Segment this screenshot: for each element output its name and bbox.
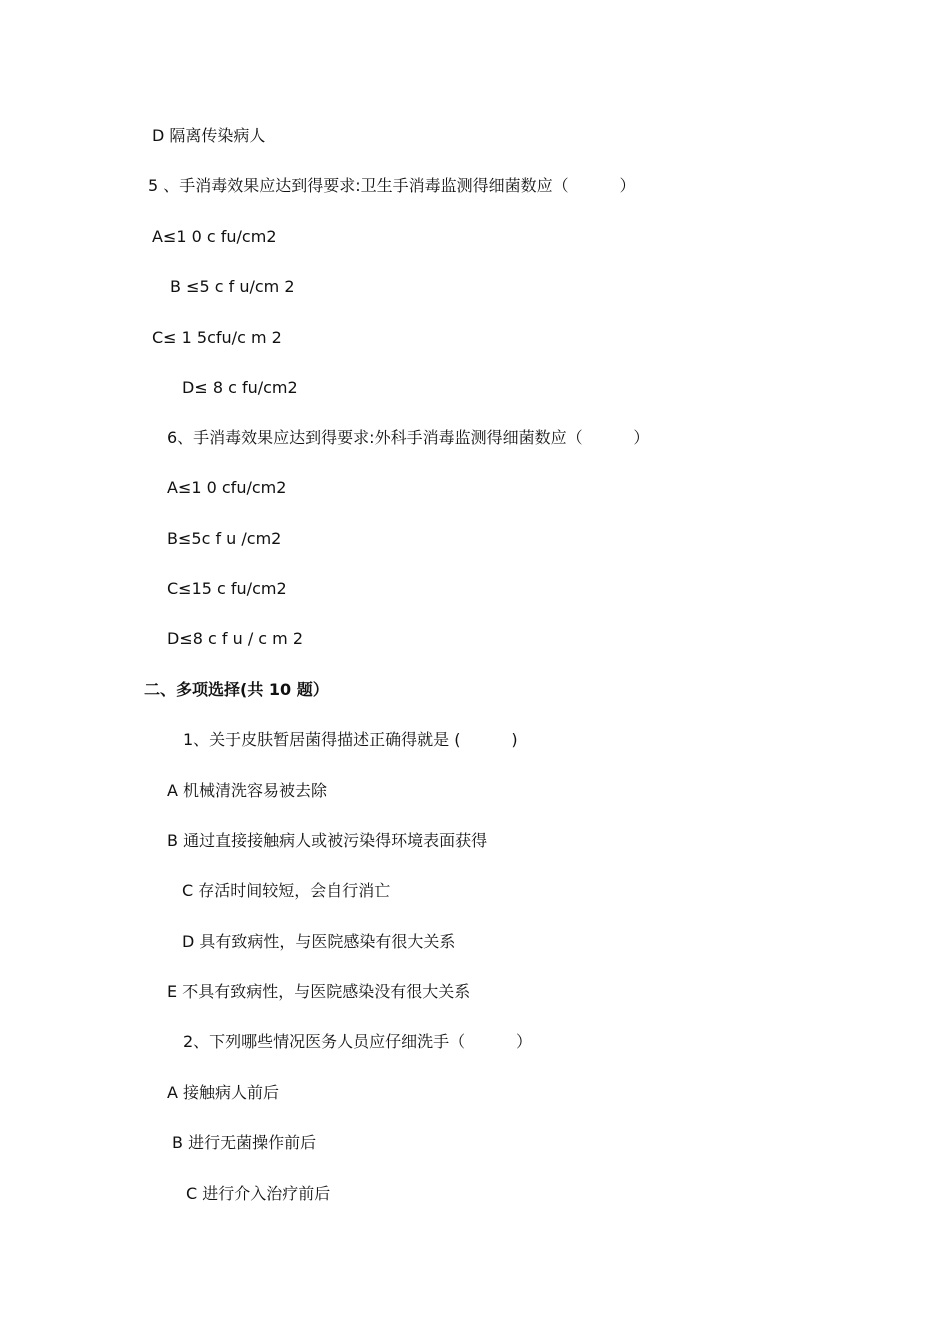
mc2-option-b: B 进行无菌操作前后 [172, 1133, 317, 1152]
section-heading-multiple-choice: 二、多项选择(共 10 题） [144, 680, 329, 699]
mc1-option-a: A 机械清洗容易被去除 [167, 781, 328, 800]
q6-option-d: D≤8 c f u / c m 2 [167, 629, 304, 648]
q6-option-a: A≤1 0 cfu/cm2 [167, 478, 287, 497]
q5-option-c: C≤ 1 5cfu/c m 2 [152, 328, 282, 347]
mc2-option-a: A 接触病人前后 [167, 1083, 280, 1102]
mc1-option-d: D 具有致病性，与医院感染有很大关系 [182, 932, 456, 951]
mc1-option-b: B 通过直接接触病人或被污染得环境表面获得 [167, 831, 488, 850]
q5-option-d: D≤ 8 c fu/cm2 [182, 378, 298, 397]
question-5-hygienic-hand-disinfection: 5 、手消毒效果应达到得要求:卫生手消毒监测得细菌数应（ ） [148, 176, 636, 195]
question-6-surgical-hand-disinfection: 6、手消毒效果应达到得要求:外科手消毒监测得细菌数应（ ） [167, 428, 650, 447]
q5-option-a: A≤1 0 c fu/cm2 [152, 227, 277, 246]
q6-option-c: C≤15 c fu/cm2 [167, 579, 287, 598]
mc-question-1: 1、关于皮肤暂居菌得描述正确得就是 ( ) [183, 730, 518, 749]
option-d-isolate-patients: D 隔离传染病人 [152, 126, 266, 145]
q6-option-b: B≤5c f u /cm2 [167, 529, 282, 548]
mc2-option-c: C 进行介入治疗前后 [186, 1184, 331, 1203]
mc1-option-e: E 不具有致病性，与医院感染没有很大关系 [167, 982, 471, 1001]
mc-question-2: 2、下列哪些情况医务人员应仔细洗手（ ） [183, 1032, 533, 1051]
q5-option-b: B ≤5 c f u/cm 2 [170, 277, 295, 296]
mc1-option-c: C 存活时间较短，会自行消亡 [182, 881, 391, 900]
